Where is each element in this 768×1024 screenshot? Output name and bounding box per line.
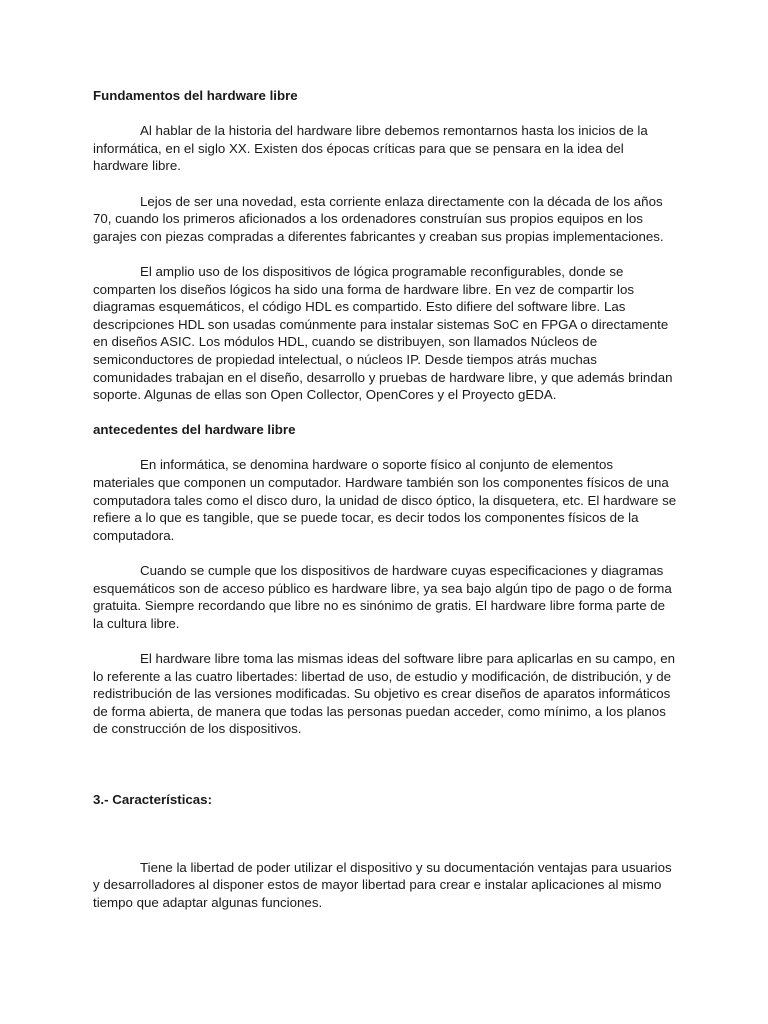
spacer: [93, 826, 678, 859]
section-heading-fundamentos: Fundamentos del hardware libre: [93, 88, 298, 103]
paragraph: Tiene la libertad de poder utilizar el dispositivo y su documentación ventajas para usuarios y desarrolladores al disponer estos de mayor libertad para crear e instalar aplicaciones al mismo tiempo que adaptar algunas funciones.: [93, 859, 672, 910]
section-heading-caracteristicas: 3.- Características:: [93, 791, 212, 807]
paragraph: El amplio uso de los dispositivos de lógica programable reconfigurables, donde se comparten los diseños lógicos ha sido una forma de hardware libre. En vez de compartir los diagramas esquemáticos, el código HDL es compartido. Esto difiere del software libre. Las descripciones HDL son usadas comúnmente para instalar sistemas SoC en FPGA o directamente en diseños ASIC. Los módulos HDL, cuando se distribuyen, son llamados Núcleos de semiconductores de propiedad intelectual, o núcleos IP. Desde tiempos atrás muchas comunidades trabajan en el diseño, desarrollo y pruebas de hardware libre, y que además brindan soporte. Algunas de ellas son Open Collector, OpenCores y el Proyecto gEDA.: [93, 263, 673, 403]
paragraph: Lejos de ser una novedad, esta corriente enlaza directamente con la década de los años 70, cuando los primeros aficionados a los ordenadores construían sus propios equipos en los garajes con piezas compradas a diferentes fabricantes y creaban sus propias implementaciones.: [93, 193, 664, 244]
paragraph: El hardware libre toma las mismas ideas del software libre para aplicarlas en su campo, en lo referente a las cuatro libertades: libertad de uso, de estudio y modificación, de distribución, y de redistribución de las versiones modificadas. Su objetivo es crear diseños de aparatos informáticos de forma abierta, de manera que todas las personas puedan acceder, como mínimo, a los planos de construcción de los dispositivos.: [93, 651, 676, 737]
paragraph: Al hablar de la historia del hardware libre debemos remontarnos hasta los inicios de la informática, en el siglo XX. Existen dos épocas críticas para que se pensara en la idea del hardware libre.: [93, 123, 648, 174]
paragraph: Cuando se cumple que los dispositivos de hardware cuyas especificaciones y diagramas esquemáticos son de acceso público es hardware libre, ya sea bajo algún tipo de pago o de forma gratuita. Siempre recordando que libre no es sinónimo de gratis. El hardware libre forma parte de la cultura libre.: [93, 563, 672, 631]
spacer: [93, 756, 678, 791]
paragraph: En informática, se denomina hardware o soporte físico al conjunto de elementos materiales que componen un computador. Hardware también son los componentes físicos de una computadora tales como el disco duro, la unidad de disco óptico, la disquetera, etc. El hardware se refiere a lo que es tangible, que se puede tocar, es decir todos los componentes físicos de la computadora.: [93, 457, 677, 543]
section-heading-antecedentes: antecedentes del hardware libre: [93, 422, 296, 438]
document-page: [93, 87, 678, 929]
